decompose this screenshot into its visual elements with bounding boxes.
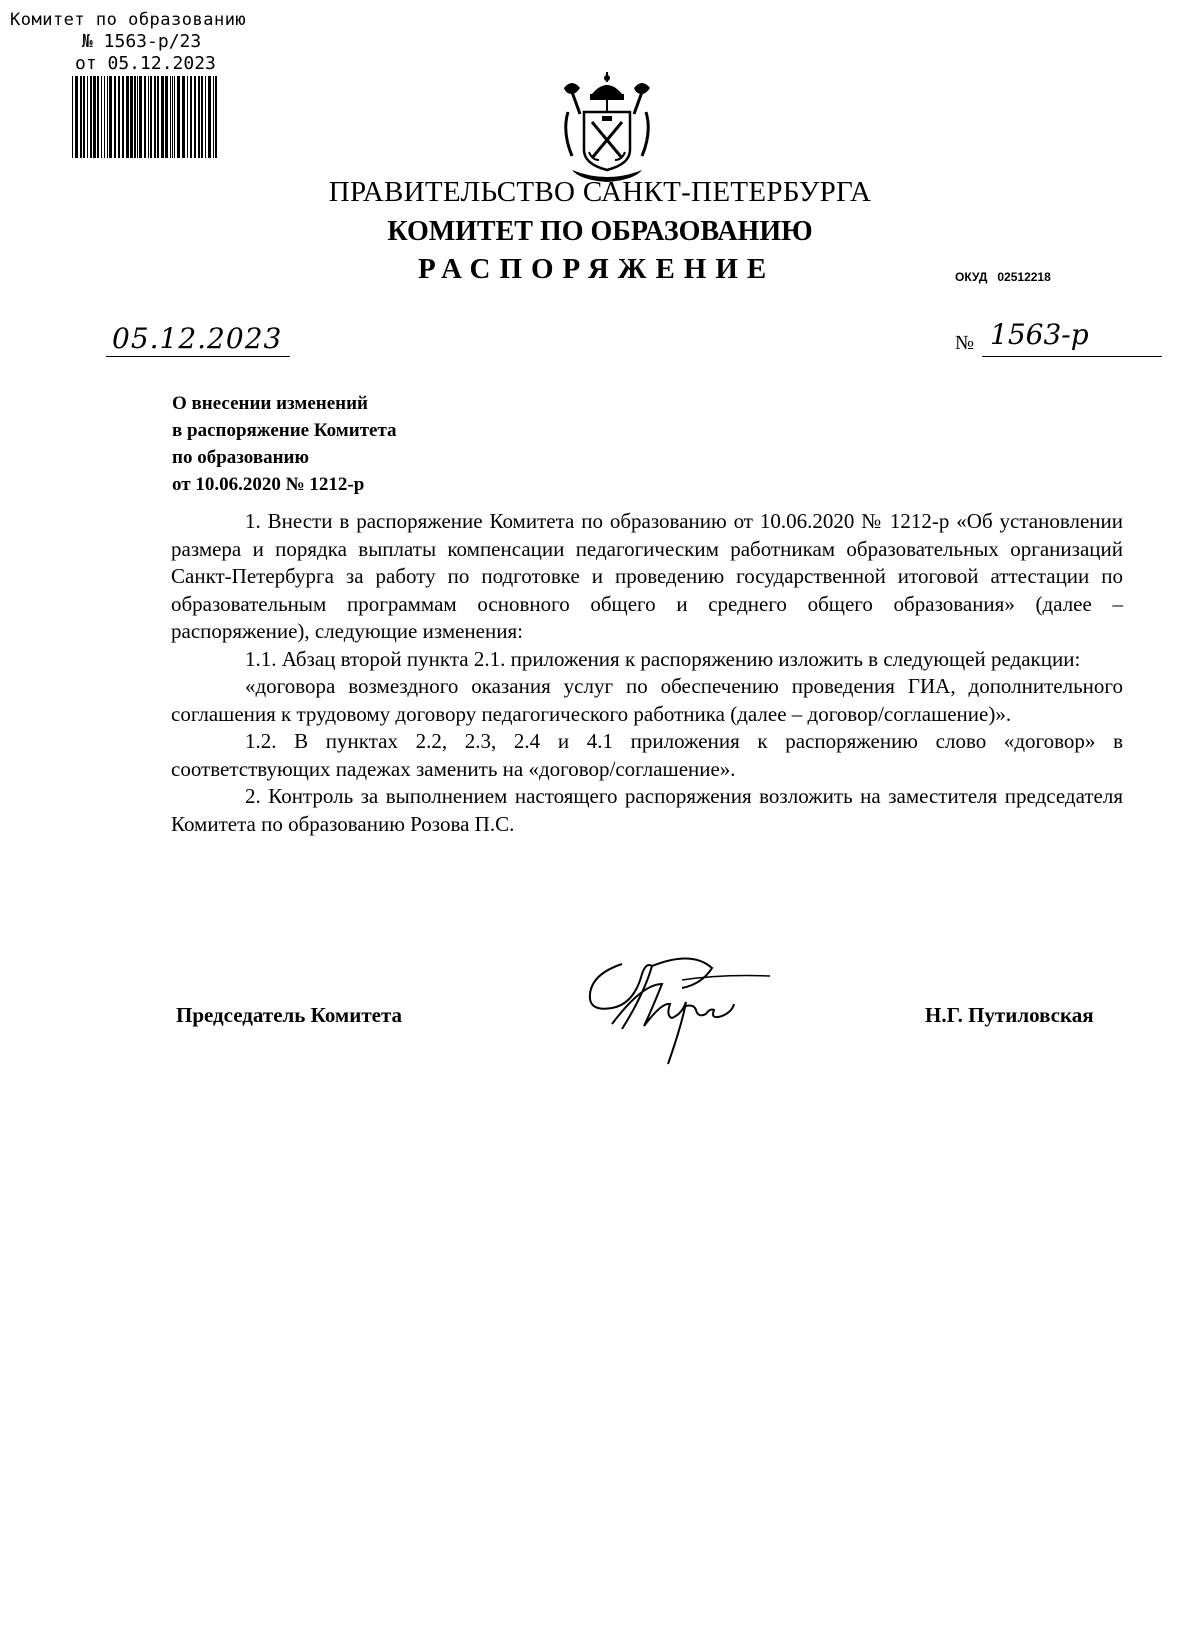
committee-title: КОМИТЕТ ПО ОБРАЗОВАНИЮ [387, 216, 813, 247]
document-body [171, 508, 1123, 838]
registration-stamp [10, 10, 270, 160]
handwritten-date: 05.12.2023 [112, 322, 283, 355]
subject-line: от 10.06.2020 № 1212-р [172, 474, 365, 495]
signer-position: Председатель Комитета [176, 1003, 403, 1027]
signer-name: Н.Г. Путиловская [925, 1003, 1094, 1027]
subject-line: О внесении изменений [172, 393, 369, 414]
paragraph-quote: «договора возмездного оказания услуг по обеспечению проведения ГИА, дополнительного соглашения к трудовому договору педагогического работника (далее – договор/соглашение)». [171, 674, 1123, 726]
paragraph-1-2: 1.2. В пунктах 2.2, 2.3, 2.4 и 4.1 приложения к распоряжению слово «договор» в соответствующих падежах заменить на «договор/соглашение». [171, 729, 1123, 781]
stamp-date: от 05.12.2023 [75, 53, 216, 74]
paragraph-1-1: 1.1. Абзац второй пункта 2.1. приложения к распоряжению изложить в следующей редакции: [245, 646, 1081, 671]
number-label: № [955, 332, 975, 354]
okud-code [955, 270, 1051, 284]
okud-value: 02512218 [997, 270, 1051, 284]
paragraph-2: 2. Контроль за выполнением настоящего распоряжения возложить на заместителя председателя Комитета по образованию Розова П.С. [171, 784, 1123, 836]
subject-line: в распоряжение Комитета [172, 420, 397, 441]
okud-label: ОКУД [955, 270, 988, 284]
paragraph-1: 1. Внести в распоряжение Комитета по образованию от 10.06.2020 № 1212-р «Об установлении размера и порядка выплаты компенсации педагогическим работникам образовательных организаций Санкт-Петербурга за работу по подготовке и проведению государственной итоговой аттестации по образовательным программам основного общего и среднего общего образования» (далее – распоряжение), следующие изменения: [171, 509, 1123, 643]
document-subject [172, 390, 397, 498]
barcode-image [70, 76, 220, 158]
handwritten-number: 1563-р [990, 318, 1089, 351]
document-type: РАСПОРЯЖЕНИЕ [418, 253, 776, 285]
subject-line: по образованию [172, 447, 309, 468]
coat-of-arms-emblem [554, 72, 660, 184]
stamp-org: Комитет по образованию [10, 10, 247, 30]
government-title: ПРАВИТЕЛЬСТВО САНКТ-ПЕТЕРБУРГА [328, 176, 872, 208]
stamp-number: № 1563-р/23 [82, 31, 202, 52]
handwritten-signature [582, 954, 772, 1069]
